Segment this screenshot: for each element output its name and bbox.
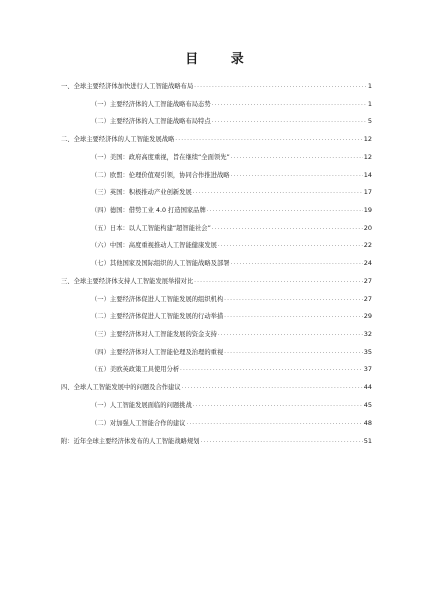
- toc-entry-page: 29: [363, 312, 372, 320]
- toc-entry[interactable]: [91, 256, 372, 268]
- toc-entry-page: 5: [367, 117, 372, 125]
- toc-entry-page: 45: [363, 401, 372, 409]
- toc-entry-title: （一）美国：政府高度重视，旨在继续“全面领先”: [91, 154, 230, 161]
- toc-entry-title: （一）主要经济体的人工智能战略布局态势: [91, 101, 211, 108]
- dot-leader: [175, 135, 362, 144]
- dot-leader: [224, 295, 362, 304]
- toc-entry[interactable]: [91, 97, 372, 109]
- toc-entry-page: 27: [363, 295, 372, 303]
- toc-entry-title: （五）日本：以人工智能构建“超智能社会”: [91, 225, 211, 232]
- toc-entry-title: （四）德国：借势工业 4.0 打造国家品牌: [91, 207, 206, 214]
- toc-entry-title: （二）主要经济体促进人工智能发展的行动举措: [91, 313, 224, 320]
- toc-entry-page: 44: [363, 383, 372, 391]
- toc-entry-title: 一、全球主要经济体加快进行人工智能战略布局: [61, 83, 194, 90]
- toc-entry[interactable]: [91, 150, 372, 162]
- toc-entry[interactable]: [91, 168, 372, 180]
- toc-entry-page: 32: [363, 330, 372, 338]
- toc-entry-page: 24: [363, 259, 372, 267]
- toc-entry-page: 20: [363, 224, 372, 232]
- toc-entry[interactable]: [91, 345, 372, 357]
- dot-leader: [186, 419, 362, 428]
- toc-entry[interactable]: [91, 292, 372, 304]
- toc-entry[interactable]: [91, 362, 372, 374]
- toc-entry[interactable]: [61, 434, 372, 446]
- toc-entry-title: 三、全球主要经济体支持人工智能发展举措对比: [61, 278, 194, 285]
- toc-entry-title: 附：近年全球主要经济体发布的人工智能战略规划: [61, 438, 200, 445]
- toc-entry[interactable]: [91, 221, 372, 233]
- toc-entry-title: （二）欧盟：伦理价值观引领，协同合作推进战略: [91, 172, 230, 179]
- toc-entry-title: （三）英国：积极推动产业创新发展: [91, 189, 192, 196]
- toc-entry-page: 12: [363, 135, 372, 143]
- dot-leader: [201, 437, 363, 446]
- toc-entry[interactable]: [61, 79, 372, 91]
- dot-leader: [231, 259, 363, 268]
- toc-entry-page: 1: [367, 82, 372, 90]
- dot-leader: [194, 277, 362, 286]
- dot-leader: [193, 188, 363, 197]
- toc-entry[interactable]: [91, 238, 372, 250]
- toc-entry-title: （五）美欧英政策工具使用分析: [91, 366, 180, 373]
- toc-entry-page: 22: [363, 241, 372, 249]
- toc-entry-page: 27: [363, 277, 372, 285]
- dot-leader: [182, 383, 363, 392]
- toc-entry-title: （二）对加强人工智能合作的建议: [91, 420, 186, 427]
- dot-leader: [207, 206, 363, 215]
- toc-entry[interactable]: [91, 416, 372, 428]
- dot-leader: [231, 153, 363, 162]
- toc-entry-page: 51: [363, 437, 372, 445]
- dot-leader: [212, 100, 367, 109]
- toc-entry[interactable]: [91, 114, 372, 126]
- dot-leader: [212, 117, 367, 126]
- toc-entry-title: （七）其他国家及国际组织的人工智能战略及部署: [91, 260, 230, 267]
- toc-entry-page: 12: [363, 153, 372, 161]
- toc-entry-page: 48: [363, 419, 372, 427]
- dot-leader: [224, 348, 362, 357]
- toc-entry-title: （三）主要经济体对人工智能发展的资金支持: [91, 331, 217, 338]
- toc-entry-page: 19: [363, 206, 372, 214]
- dot-leader: [193, 401, 363, 410]
- page-title: 目 录: [185, 52, 258, 67]
- toc-entry[interactable]: [61, 274, 372, 286]
- toc-entry-title: 二、全球主要经济体的人工智能发展战略: [61, 136, 175, 143]
- toc-entry-page: 1: [367, 100, 372, 108]
- dot-leader: [194, 82, 367, 91]
- toc-entry-page: 17: [363, 188, 372, 196]
- toc-entry[interactable]: [61, 132, 372, 144]
- toc-entry[interactable]: [61, 380, 372, 392]
- toc-entry-title: （一）人工智能发展面临的问题挑战: [91, 402, 192, 409]
- toc-entry[interactable]: [91, 203, 372, 215]
- dot-leader: [218, 241, 363, 250]
- toc-entry-title: （四）主要经济体对人工智能伦理及治理的重视: [91, 349, 224, 356]
- toc-entry-title: 四、全球人工智能发展中的问题及合作建议: [61, 384, 181, 391]
- toc-entry-title: （一）主要经济体促进人工智能发展的组织机构: [91, 296, 224, 303]
- dot-leader: [218, 330, 363, 339]
- toc-entry-title: （二）主要经济体的人工智能战略布局特点: [91, 118, 211, 125]
- toc-entry-page: 14: [363, 171, 372, 179]
- dot-leader: [180, 365, 363, 374]
- dot-leader: [231, 171, 363, 180]
- dot-leader: [212, 224, 363, 233]
- toc-entry[interactable]: [91, 398, 372, 410]
- toc-entry[interactable]: [91, 309, 372, 321]
- toc-entry-page: 37: [363, 365, 372, 373]
- toc-entry-page: 35: [363, 348, 372, 356]
- toc-entry[interactable]: [91, 185, 372, 197]
- toc-entry[interactable]: [91, 327, 372, 339]
- dot-leader: [224, 312, 362, 321]
- toc-entry-title: （六）中国：高度重视推动人工智能健康发展: [91, 242, 217, 249]
